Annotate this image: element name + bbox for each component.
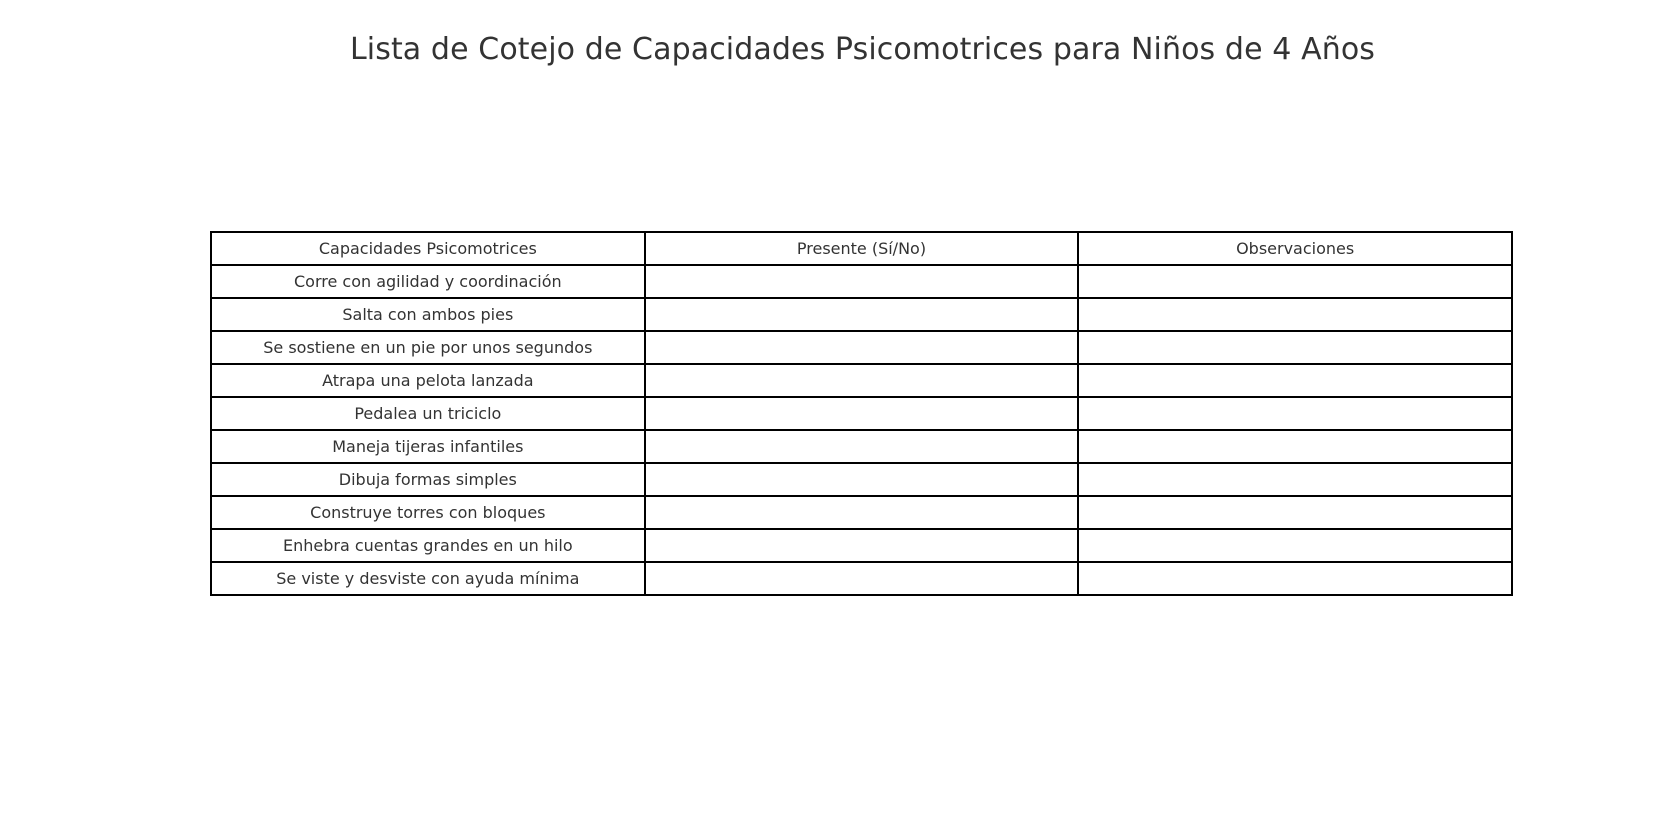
capacity-cell: Maneja tijeras infantiles [211,430,645,463]
page-title: Lista de Cotejo de Capacidades Psicomotrices para Niños de 4 Años [349,32,1376,67]
present-cell[interactable] [645,463,1079,496]
table-row [211,430,1512,463]
column-header-observations: Observaciones [1078,232,1512,265]
present-cell[interactable] [645,298,1079,331]
present-cell[interactable] [645,529,1079,562]
table-row [211,265,1512,298]
present-cell[interactable] [645,331,1079,364]
column-header-present: Presente (Sí/No) [645,232,1079,265]
observations-cell[interactable] [1078,397,1512,430]
capacity-cell: Dibuja formas simples [211,463,645,496]
table-row [211,496,1512,529]
capacity-cell: Atrapa una pelota lanzada [211,364,645,397]
table-row [211,463,1512,496]
observations-cell[interactable] [1078,364,1512,397]
table-row [211,562,1512,595]
observations-cell[interactable] [1078,430,1512,463]
present-cell[interactable] [645,364,1079,397]
observations-cell[interactable] [1078,298,1512,331]
observations-cell[interactable] [1078,529,1512,562]
table-header-row [211,232,1512,265]
column-header-capacities: Capacidades Psicomotrices [211,232,645,265]
capacity-cell: Se sostiene en un pie por unos segundos [211,331,645,364]
observations-cell[interactable] [1078,331,1512,364]
table-row [211,364,1512,397]
present-cell[interactable] [645,496,1079,529]
table-row [211,529,1512,562]
observations-cell[interactable] [1078,562,1512,595]
capacity-cell: Se viste y desviste con ayuda mínima [211,562,645,595]
present-cell[interactable] [645,265,1079,298]
observations-cell[interactable] [1078,265,1512,298]
checklist-table [210,231,1513,596]
table-row [211,331,1512,364]
present-cell[interactable] [645,397,1079,430]
capacity-cell: Corre con agilidad y coordinación [211,265,645,298]
capacity-cell: Enhebra cuentas grandes en un hilo [211,529,645,562]
observations-cell[interactable] [1078,463,1512,496]
present-cell[interactable] [645,430,1079,463]
table-row [211,298,1512,331]
capacity-cell: Construye torres con bloques [211,496,645,529]
capacity-cell: Salta con ambos pies [211,298,645,331]
capacity-cell: Pedalea un triciclo [211,397,645,430]
observations-cell[interactable] [1078,496,1512,529]
table-row [211,397,1512,430]
present-cell[interactable] [645,562,1079,595]
